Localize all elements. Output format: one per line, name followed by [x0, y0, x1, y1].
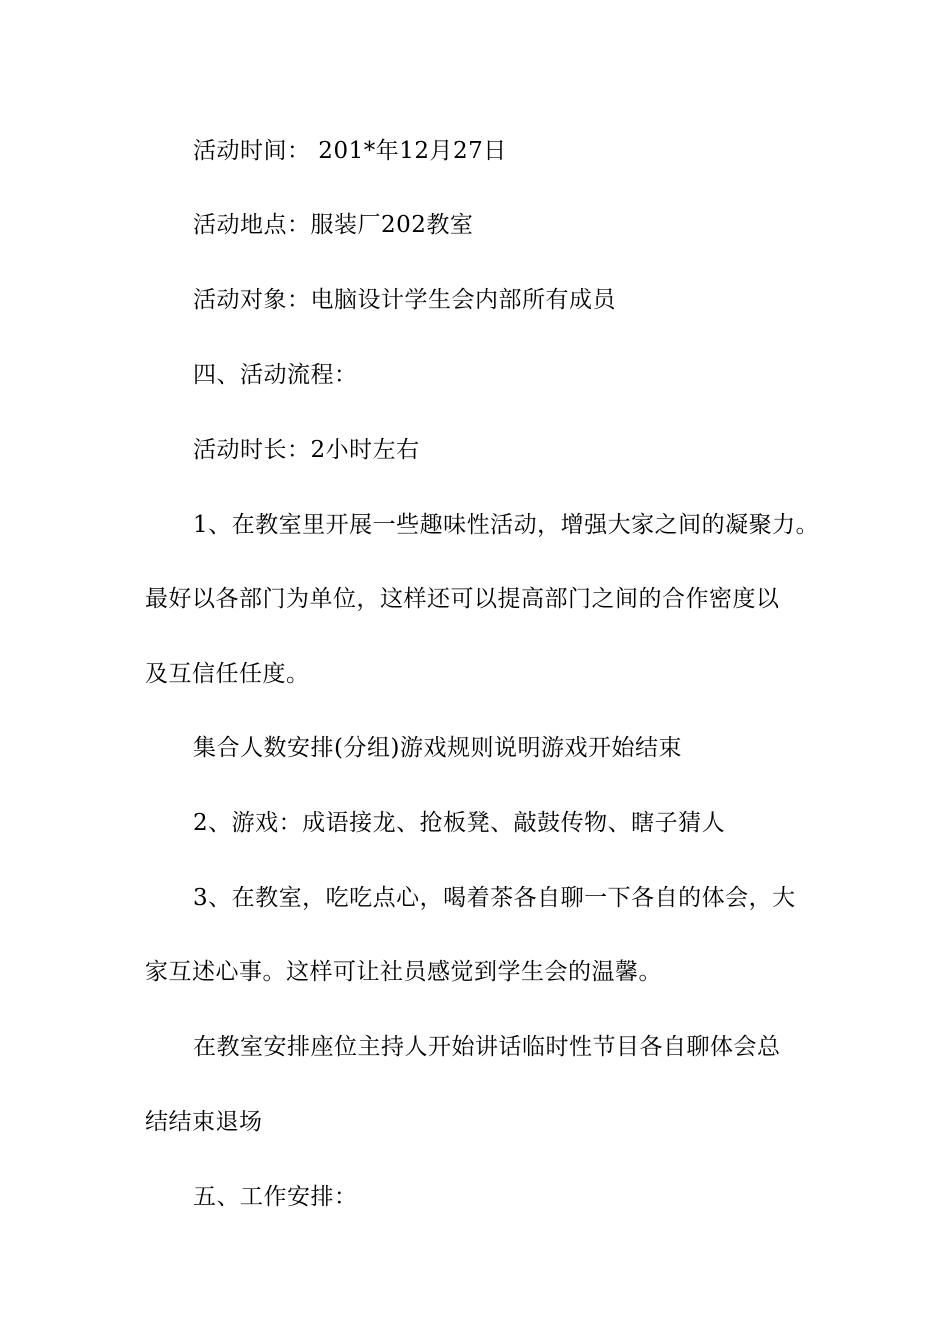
section-heading-work: 五、工作安排： — [193, 1184, 358, 1210]
paragraph-item-1-line-2: 最好以各部门为单位，这样还可以提高部门之间的合作密度以 — [145, 586, 780, 612]
flow-steps-line-2a: 在教室安排座位主持人开始讲话临时性节目各自聊体会总 — [193, 1034, 781, 1060]
paragraph-item-1-line-3: 及互信任任度。 — [145, 661, 310, 687]
paragraph-item-2: 2、游戏：成语接龙、抢板凳、敲鼓传物、瞎子猜人 — [193, 810, 726, 836]
activity-location-line: 活动地点：服装厂202教室 — [193, 212, 474, 238]
flow-steps-line-1: 集合人数安排(分组)游戏规则说明游戏开始结束 — [193, 735, 682, 761]
activity-time-line: 活动时间： 201*年12月27日 — [193, 138, 507, 164]
paragraph-item-3-line-1: 3、在教室，吃吃点心，喝着茶各自聊一下各自的体会，大 — [193, 885, 796, 911]
paragraph-item-1-line-1: 1、在教室里开展一些趣味性活动，增强大家之间的凝聚力。 — [193, 512, 820, 538]
paragraph-item-3-line-2: 家互述心事。这样可让社员感觉到学生会的温馨。 — [145, 959, 662, 985]
section-heading-process: 四、活动流程： — [193, 362, 358, 388]
flow-steps-line-2b: 结结束退场 — [145, 1109, 263, 1135]
activity-target-line: 活动对象：电脑设计学生会内部所有成员 — [193, 287, 616, 313]
activity-duration-line: 活动时长：2小时左右 — [193, 437, 420, 463]
